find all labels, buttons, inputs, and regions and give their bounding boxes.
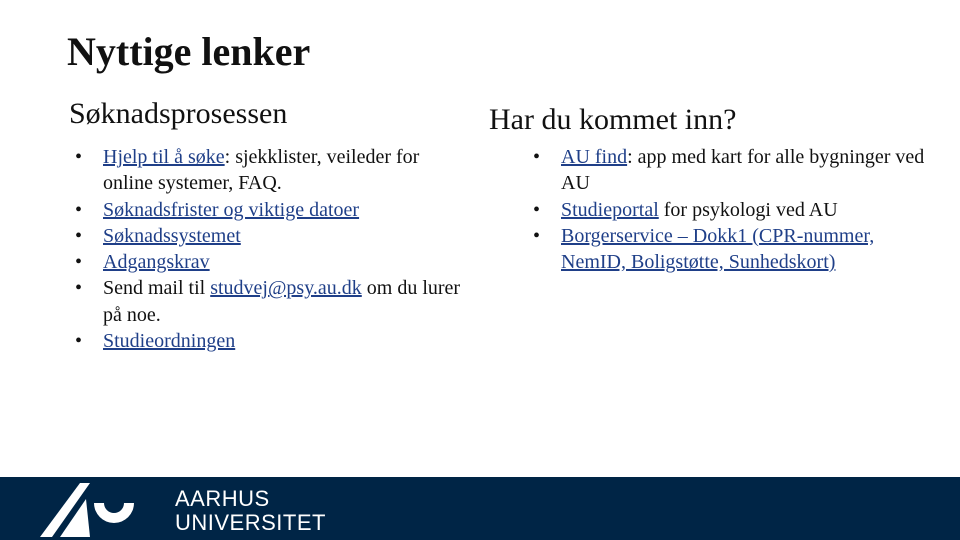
link-hjelp-til-a-soke[interactable]: Hjelp til å søke: [103, 146, 225, 168]
list-item: [70, 249, 470, 275]
list-item: [70, 144, 470, 197]
list-item: [528, 144, 928, 197]
logo-line-aarhus: AARHUS: [175, 486, 270, 511]
list-item: [528, 223, 928, 276]
link-adgangskrav[interactable]: Adgangskrav: [103, 251, 210, 274]
footer-bar: [0, 477, 960, 540]
left-link-list: [70, 144, 470, 354]
link-studieportal[interactable]: Studieportal: [561, 198, 659, 221]
list-item: [70, 197, 470, 223]
right-link-list: [528, 144, 928, 275]
list-item-text: om du lurer på noe.: [103, 277, 461, 326]
link-au-find[interactable]: AU find: [561, 146, 628, 168]
list-item: [70, 223, 470, 249]
right-column-heading: Har du kommet inn?: [489, 103, 737, 136]
slide-title: Nyttige lenker: [67, 29, 311, 74]
au-logo-icon: [34, 477, 164, 540]
list-item-text: : sjekklister, veileder for online systemer, FAQ.: [103, 146, 420, 195]
link-email-studvej[interactable]: studvej@psy.au.dk: [210, 277, 362, 300]
logo-line-universitet: UNIVERSITET: [175, 510, 326, 535]
university-logo-text: [175, 487, 326, 535]
list-item-text: for psykologi ved AU: [658, 198, 838, 221]
link-soknadssystemet[interactable]: Søknadssystemet: [103, 224, 241, 247]
list-item-text: Send mail til: [103, 277, 211, 300]
list-item: [70, 328, 470, 354]
list-item-text: : app med kart for alle bygninger ved AU: [561, 146, 925, 195]
list-item: [70, 275, 470, 328]
link-borgerservice[interactable]: Borgerservice – Dokk1 (CPR-nummer, NemID, Boligstøtte, Sunhedskort): [561, 224, 875, 274]
left-column-heading: Søknadsprosessen: [69, 97, 288, 130]
link-soknadsfrister[interactable]: Søknadsfrister og viktige datoer: [103, 198, 360, 221]
list-item: [528, 197, 928, 223]
link-studieordningen[interactable]: Studieordningen: [103, 330, 236, 353]
